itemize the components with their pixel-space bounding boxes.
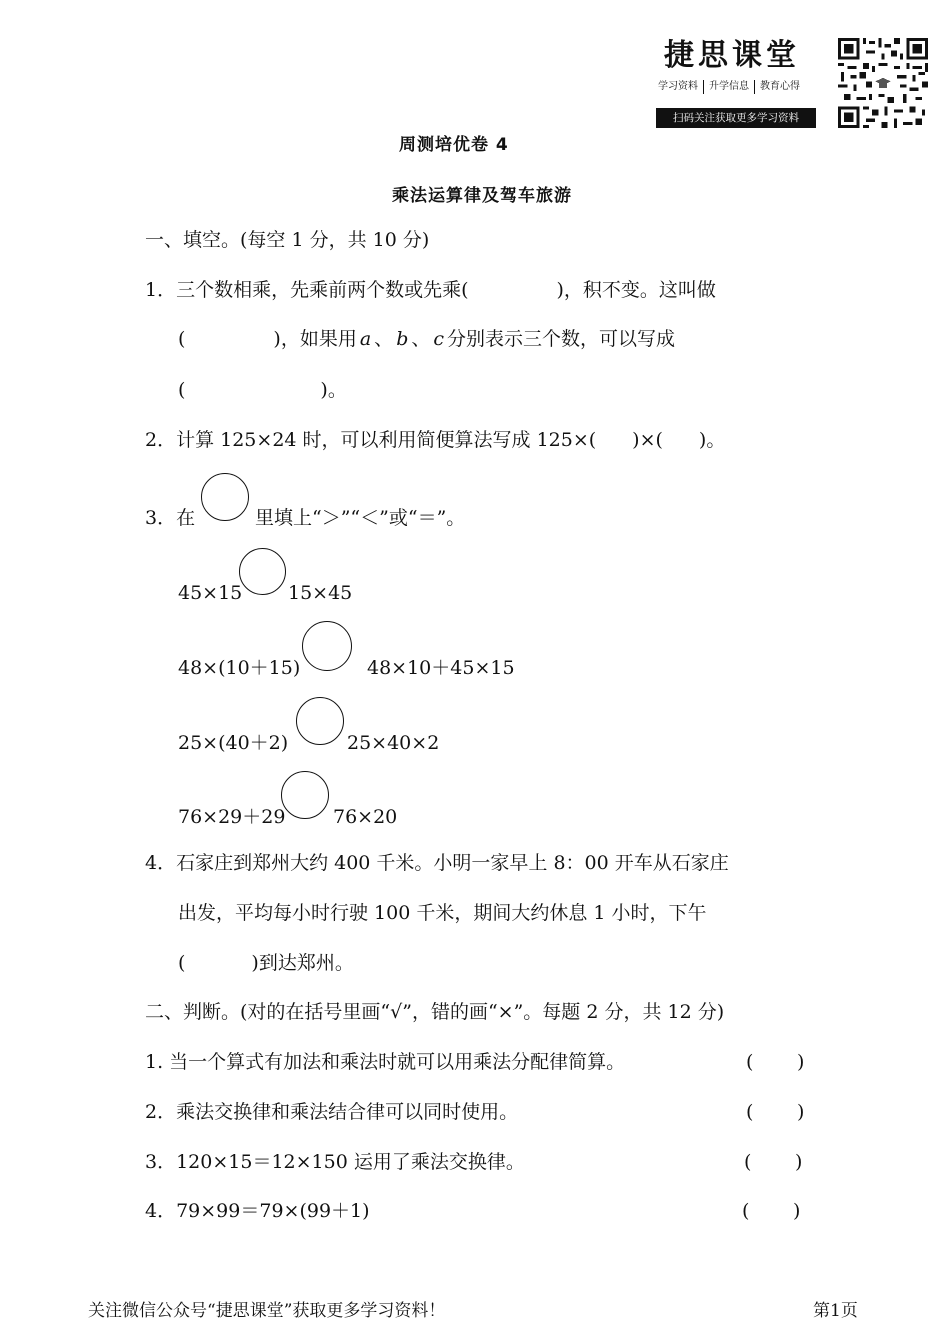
q1-line3 xyxy=(178,378,347,402)
judge-answer-open[interactable]: ( xyxy=(746,1051,754,1073)
judge-answer-close: ) xyxy=(795,1151,803,1173)
judge-answer-open[interactable]: ( xyxy=(744,1151,752,1173)
q1-text-d: 分别表示三个数，可以写成 xyxy=(447,328,676,350)
q3-text-a: 3．在 xyxy=(145,507,196,529)
brand-tag: 学习资料 xyxy=(656,80,704,94)
q3-item-right: 48×10＋45×15 xyxy=(367,657,515,679)
sep: 、 xyxy=(411,328,431,350)
q1-line1 xyxy=(145,278,716,302)
q1-text-b: )，积不变。这叫做 xyxy=(556,279,716,301)
q3-text-b: 里填上“＞”“＜”或“＝”。 xyxy=(255,507,466,529)
q3-item-left: 48×(10＋15) xyxy=(178,657,301,679)
q1-line2 xyxy=(178,327,675,351)
brand-name: 捷思课堂 xyxy=(664,38,800,73)
judge-item-text: 3．120×15＝12×150 运用了乘法交换律。 xyxy=(145,1151,525,1173)
judge-item-text: 4．79×99＝79×(99＋1) xyxy=(145,1200,370,1222)
page-number: 第1页 xyxy=(813,1301,858,1321)
brand-tag: 教育心得 xyxy=(760,81,800,92)
compare-circle[interactable] xyxy=(201,473,249,521)
q3-item-left: 25×(40＋2) xyxy=(178,732,289,754)
q1-paren-open: ( xyxy=(178,379,186,401)
q1-text-e: )。 xyxy=(320,379,347,401)
q1-text-a: 1．三个数相乘，先乘前两个数或先乘( xyxy=(145,279,469,301)
q4-line3 xyxy=(178,951,354,975)
judge-answer-open[interactable]: ( xyxy=(742,1200,750,1222)
q2-line xyxy=(145,428,725,452)
page-subtitle: 乘法运算律及驾车旅游 xyxy=(392,186,572,206)
var-c: c xyxy=(433,328,445,350)
judge-answer-close: ) xyxy=(793,1200,801,1222)
q1-text-c: )，如果用 xyxy=(273,328,357,350)
brand-logo xyxy=(656,30,818,130)
qr-code-icon xyxy=(838,38,928,128)
q1-paren-open: ( xyxy=(178,328,186,350)
q3-item-right: 25×40×2 xyxy=(347,732,440,754)
section2-heading: 二、判断。(对的在括号里画“√”，错的画“×”。每题 2 分，共 12 分) xyxy=(145,1001,725,1023)
q3-item-right: 15×45 xyxy=(288,582,353,604)
footer-note: 关注微信公众号“捷思课堂”获取更多学习资料！ xyxy=(88,1301,446,1321)
var-b: b xyxy=(396,328,409,350)
q4-line1: 4．石家庄到郑州大约 400 千米。小明一家早上 8：00 开车从石家庄 xyxy=(145,852,729,874)
brand-tags xyxy=(656,80,805,94)
judge-item-text: 2．乘法交换律和乘法结合律可以同时使用。 xyxy=(145,1101,519,1123)
q3-item-right: 76×20 xyxy=(333,806,398,828)
sep: 、 xyxy=(374,328,394,350)
compare-circle[interactable] xyxy=(302,621,352,671)
brand-tag: 升学信息 xyxy=(704,80,755,94)
q3-item-left: 45×15 xyxy=(178,582,243,604)
section1-heading: 一、填空。(每空 1 分，共 10 分) xyxy=(145,229,430,251)
compare-circle[interactable] xyxy=(281,771,329,819)
page-title: 周测培优卷 4 xyxy=(399,135,509,155)
compare-circle[interactable] xyxy=(296,697,344,745)
compare-circle[interactable] xyxy=(239,548,286,595)
scan-caption: 扫码关注获取更多学习资料 xyxy=(656,108,816,128)
judge-answer-close: ) xyxy=(797,1051,805,1073)
q3-item-left: 76×29＋29 xyxy=(178,806,286,828)
q2-text-c: )。 xyxy=(698,429,726,451)
judge-answer-open[interactable]: ( xyxy=(746,1101,754,1123)
q4-line2: 出发，平均每小时行驶 100 千米，期间大约休息 1 小时，下午 xyxy=(178,902,707,924)
var-a: a xyxy=(359,328,372,350)
q2-text-a: 2．计算 125×24 时，可以利用简便算法写成 125×( xyxy=(145,429,597,451)
q4-paren-open: ( xyxy=(178,952,186,974)
judge-answer-close: ) xyxy=(797,1101,805,1123)
judge-item-text: 1. 当一个算式有加法和乘法时就可以用乘法分配律简算。 xyxy=(145,1051,626,1073)
q2-text-b: )×( xyxy=(632,429,663,451)
q4-text: )到达郑州。 xyxy=(251,952,354,974)
